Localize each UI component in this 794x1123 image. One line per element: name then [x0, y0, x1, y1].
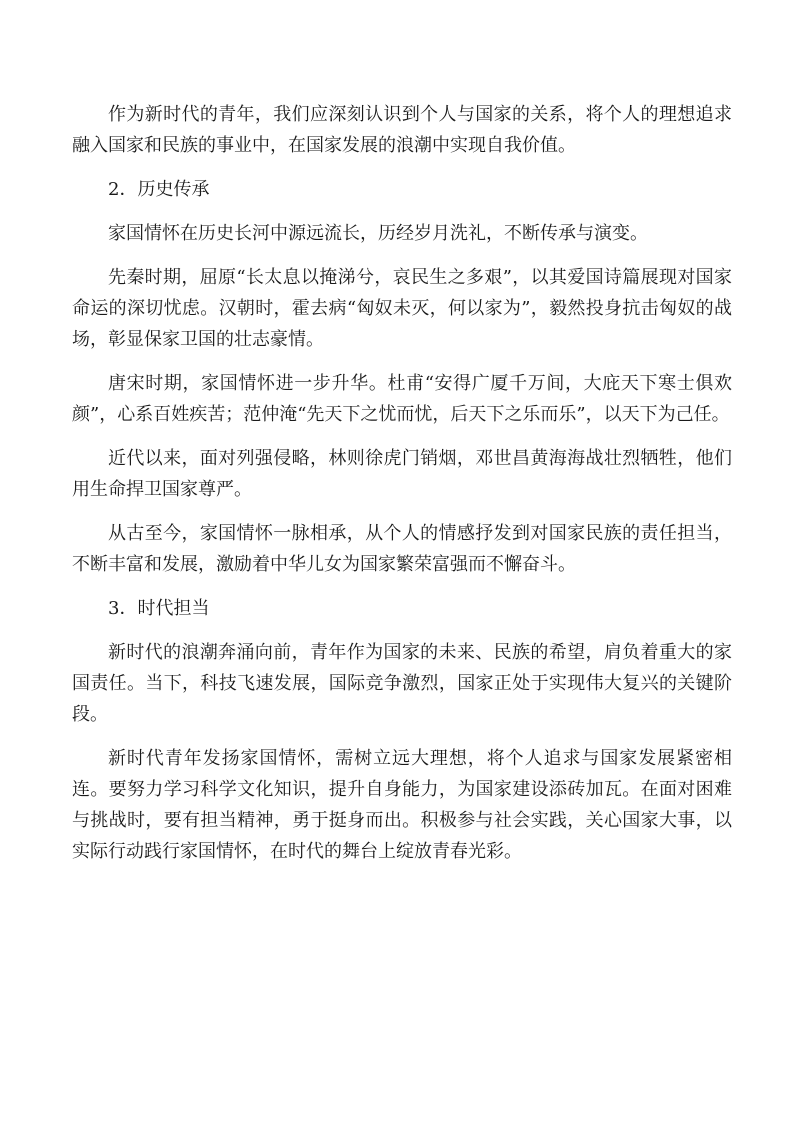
paragraph-tang-song: 唐宋时期，家国情怀进一步升华。杜甫“安得广厦千万间，大庇天下寒士俱欢颜”，心系百姓疾苦；范仲淹“先天下之忧而忧，后天下之乐而乐”，以天下为己任。 — [72, 373, 732, 425]
document-body — [72, 99, 732, 880]
paragraph-pre-qin-han: 先秦时期，屈原“长太息以掩涕兮，哀民生之多艰”，以其爱国诗篇展现对国家命运的深切忧虑。汉朝时，霍去病“匈奴未灭，何以家为”，毅然投身抗击匈奴的战场，彰显保家卫国的壮志豪情。 — [72, 267, 732, 350]
paragraph-continuity: 从古至今，家国情怀一脉相承，从个人的情感抒发到对国家民族的责任担当，不断丰富和发展，激励着中华儿女为国家繁荣富强而不懈奋斗。 — [72, 523, 732, 575]
section-heading-history: 2．历史传承 — [108, 179, 210, 200]
paragraph-youth-action: 新时代青年发扬家国情怀，需树立远大理想，将个人追求与国家发展紧密相连。要努力学习科学文化知识，提升自身能力，为国家建设添砖加瓦。在面对困难与挑战时，要有担当精神，勇于挺身而出。积极参与社会实践，关心国家大事，以实际行动践行家国情怀，在时代的舞台上绽放青春光彩。 — [72, 748, 732, 862]
paragraph-history-intro: 家国情怀在历史长河中源远流长，历经岁月洗礼，不断传承与演变。 — [108, 223, 648, 244]
paragraph-new-era: 新时代的浪潮奔涌向前，青年作为国家的未来、民族的希望，肩负着重大的家国责任。当下，科技飞速发展，国际竞争激烈，国家正处于实现伟大复兴的关键阶段。 — [72, 642, 732, 725]
section-heading-era-duty: 3．时代担当 — [108, 598, 210, 619]
paragraph-modern: 近代以来，面对列强侵略，林则徐虎门销烟，邓世昌黄海海战壮烈牺牲，他们用生命捍卫国家尊严。 — [72, 448, 732, 500]
paragraph-youth-value: 作为新时代的青年，我们应深刻认识到个人与国家的关系，将个人的理想追求融入国家和民族的事业中，在国家发展的浪潮中实现自我价值。 — [72, 104, 732, 156]
